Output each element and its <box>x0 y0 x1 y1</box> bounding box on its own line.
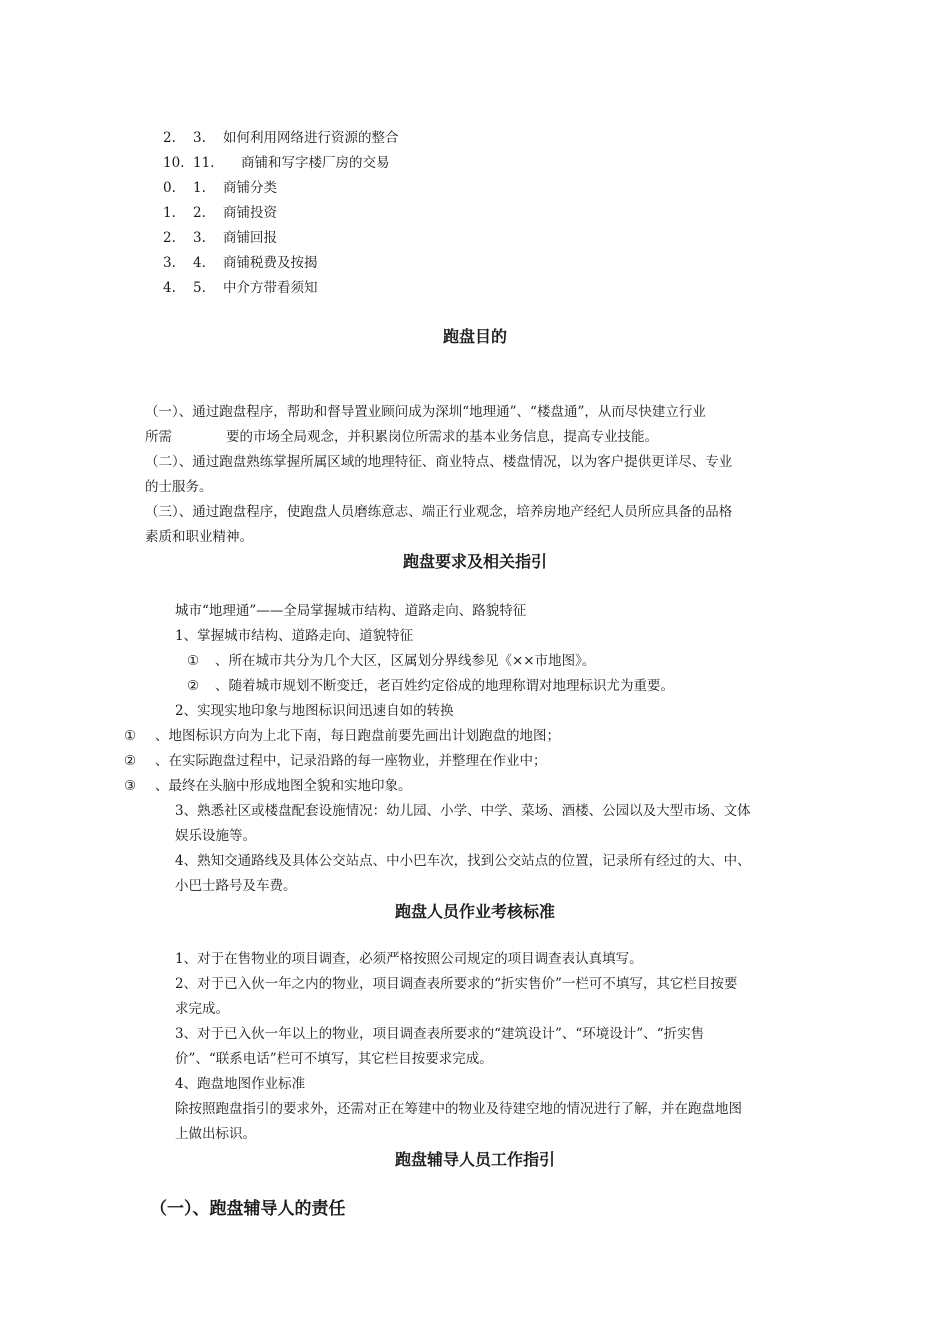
list-item: ① 、地图标识方向为上北下南，每日跑盘前要先画出计划跑盘的地图； <box>124 728 560 744</box>
paragraph-line: 3、熟悉社区或楼盘配套设施情况：幼儿园、小学、中学、菜场、酒楼、公园以及大型市场、文体 <box>175 803 751 819</box>
paragraph-line: （三）、通过跑盘程序，使跑盘人员磨练意志、端正行业观念，培养房地产经纪人员所应具备的品格 <box>145 504 733 520</box>
paragraph-line: 1、掌握城市结构、道路走向、道貌特征 <box>175 628 414 644</box>
paragraph-line: 娱乐设施等。 <box>175 828 256 844</box>
paragraph-line: 价”、“联系电话”栏可不填写，其它栏目按要求完成。 <box>175 1051 493 1067</box>
toc-item: 1. 2. 商铺投资 <box>163 205 277 221</box>
list-item: ① 、所在城市共分为几个大区，区属划分界线参见《××市地图》。 <box>187 653 596 669</box>
paragraph-line: （一）、通过跑盘程序，帮助和督导置业顾问成为深圳“地理通”、“楼盘通”，从而尽快建立行业 <box>145 404 706 420</box>
paragraph-line: 所需 要的市场全局观念，并积累岗位所需求的基本业务信息，提高专业技能。 <box>145 429 658 445</box>
paragraph-line: 1、对于在售物业的项目调查，必须严格按照公司规定的项目调查表认真填写。 <box>175 951 643 967</box>
paragraph-line: 4、熟知交通路线及具体公交站点、中小巴车次，找到公交站点的位置，记录所有经过的大、中、 <box>175 853 751 869</box>
subsection-title: （一）、跑盘辅导人的责任 <box>150 1199 346 1219</box>
paragraph-line: 3、对于已入伙一年以上的物业，项目调查表所要求的“建筑设计”、“环境设计”、“折实售 <box>175 1026 705 1042</box>
paragraph-line: 上做出标识。 <box>175 1126 256 1142</box>
list-item: ③ 、最终在头脑中形成地图全貌和实地印象。 <box>124 778 412 794</box>
toc-item: 3. 4. 商铺税费及按揭 <box>163 255 318 271</box>
list-item: ② 、随着城市规划不断变迁，老百姓约定俗成的地理称谓对地理标识尤为重要。 <box>187 678 674 694</box>
paragraph-line: 4、跑盘地图作业标准 <box>175 1076 306 1092</box>
paragraph-line: 2、对于已入伙一年之内的物业，项目调查表所要求的“折实售价”一栏可不填写，其它栏目按要 <box>175 976 738 992</box>
toc-item: 10. 11. 商铺和写字楼厂房的交易 <box>163 155 390 171</box>
paragraph-line: 城市“地理通”——全局掌握城市结构、道路走向、路貌特征 <box>175 603 527 619</box>
list-item: ② 、在实际跑盘过程中，记录沿路的每一座物业，并整理在作业中； <box>124 753 547 769</box>
toc-item: 2. 3. 商铺回报 <box>163 230 277 246</box>
paragraph-line: 除按照跑盘指引的要求外，还需对正在筹建中的物业及待建空地的情况进行了解，并在跑盘地图 <box>175 1101 742 1117</box>
paragraph-line: 2、实现实地印象与地图标识间迅速自如的转换 <box>175 703 454 719</box>
paragraph-line: 素质和职业精神。 <box>145 529 253 545</box>
section-title-requirements: 跑盘要求及相关指引 <box>402 552 547 571</box>
paragraph-line: 求完成。 <box>175 1001 229 1017</box>
section-title-assessment: 跑盘人员作业考核标准 <box>394 902 555 921</box>
toc-item: 2. 3. 如何利用网络进行资源的整合 <box>163 130 399 146</box>
paragraph-line: （二）、通过跑盘熟练掌握所属区域的地理特征、商业特点、楼盘情况，以为客户提供更详尽、专业 <box>145 454 733 470</box>
paragraph-line: 小巴士路号及车费。 <box>175 878 297 894</box>
section-title-purpose: 跑盘目的 <box>442 327 507 346</box>
toc-item: 0. 1. 商铺分类 <box>163 180 277 196</box>
toc-item: 4. 5. 中介方带看须知 <box>163 280 318 296</box>
section-title-tutor-guide: 跑盘辅导人员工作指引 <box>394 1150 555 1169</box>
paragraph-line: 的士服务。 <box>145 479 213 495</box>
